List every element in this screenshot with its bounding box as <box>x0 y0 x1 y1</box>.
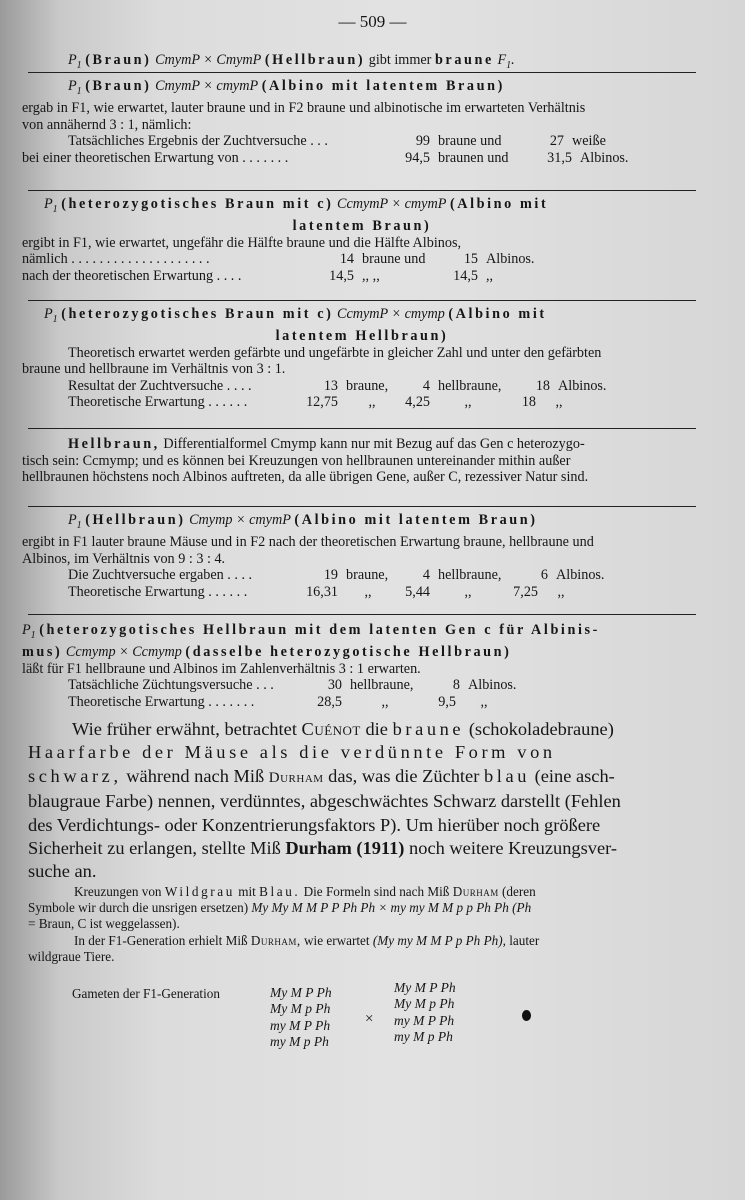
result-row: Tatsächliches Ergebnis der Zuchtversuche . . . 99 braune und 27 weiße <box>68 133 606 150</box>
text: gibt immer <box>368 52 432 68</box>
cross-block-7: $P_1$ (heterozygotisches Hellbraun mit dem latenten Gen c für Albinis- mus) Ccmymp × Ccmymp (dasselbe heterozygotische Hellbraun) läßt für F1 hellbraune und Albinos im Zahlenverhältnis 3 : 1 erwarten. Tatsächliche Züchtungsversuche . . . 30 hellbraune, 8 Albinos. Theoretische Erwartung . . . . . . . 28,5 ,, 9,5 ,, <box>22 622 702 710</box>
ink-spot <box>522 1010 531 1021</box>
hellbraun-label: (Hellbraun) <box>264 52 366 68</box>
main-paragraph: Wie früher erwähnt, betrachtet Cuénot die braune (schokoladebraune) Haarfarbe der Mäuse als die verdünnte Form von schwarz, während nach Miß Durham das, was die Züchter blau (eine asch- blaugraue Farbe) nennen, verdünntes, abgeschwächtes Schwarz darstellt (Fehlen des Verdichtungs- oder Konzentrierungsfaktors P). Um hierüber noch größere Sicherheit zu erlangen, stellte Miß Durham (1911) noch weitere Kreuzungsver- suche an. <box>28 719 621 882</box>
cross-block-3: $P_1$ (heterozygotisches Braun mit c) CcmymP × cmymP (Albino mit latentem Braun) ergibt in F1, wie erwartet, ungefähr die Hälfte braune und die Hälfte Albinos, nämlich . . . . . . . . . . . . . . . . . . . . 14 braune und 15 Albinos. nach der theoretischen Erwartung . . . . 14,5 ,, ,, 14,5 ,, <box>22 196 702 284</box>
divider <box>28 300 696 301</box>
text-line: von annähernd 3 : 1, nämlich: <box>22 116 192 133</box>
formula: CmymP × cmymP <box>155 78 259 94</box>
divider <box>28 190 696 191</box>
gameten-label: Gameten der F1-Generation <box>72 986 220 1001</box>
cross-block-4: $P_1$ (heterozygotisches Braun mit c) CcmymP × cmymp (Albino mit latentem Hellbraun) Theoretisch erwartet werden gefärbte und ungefärbte in gleicher Zahl und unter den gefärbten braune und hellbraune im Verhältnis von 3 : 1. Resultat der Zuchtversuche . . . . 13 braune, 4 hellbraune, 18 Albinos. Theoretische Erwartung . . . . . . 12,75 ,, 4,25 ,, 18 ,, <box>22 306 702 411</box>
expectation-row: bei einer theoretischen Erwartung von . . . . . . . 94,5 braunen und 31,5 Albinos. <box>22 149 629 166</box>
expectation-row: nach der theoretischen Erwartung . . . . 14,5 ,, ,, 14,5 ,, <box>22 267 494 284</box>
hellbraun-paragraph: Hellbraun, Differentialformel Cmymp kann nur mit Bezug auf das Gen c heterozygo- tisch sein: Ccmymp; und es können bei Kreuzungen von hellbraunen untereinander mithin außer hellbraunen höchstens noch Albinos auftreten, da alle übrigen Gene, außer C, rezessiver Natur sind. <box>22 436 589 485</box>
text-line: ergab in F1, wie erwartet, lauter braune und in F2 braune und albinotische im erwarteten Verhältnis <box>22 100 586 117</box>
p1-symbol: $P_1$ <box>68 52 82 71</box>
f1-symbol: $F_1$. <box>497 52 515 71</box>
divider <box>28 506 696 507</box>
result-row: Tatsächliche Züchtungsversuche . . . 30 hellbraune, 8 Albinos. <box>68 677 517 694</box>
formula: CmymP × CmymP <box>155 52 262 68</box>
result-row: nämlich . . . . . . . . . . . . . . . . . . . . 14 braune und 15 Albinos. <box>22 251 535 268</box>
divider <box>28 614 696 615</box>
cross-block-2: $P_1$ (Braun) CmymP × cmymP (Albino mit latentem Braun) ergab in F1, wie erwartet, lauter braune und in F2 braune und albinotische im erwarteten Verhältnis von annähernd 3 : 1, nämlich: Tatsächliches Ergebnis der Zuchtversuche . . . 99 braune und 27 weiße bei einer theoretischen Erwartung von . . . . . . . 94,5 braunen und 31,5 Albinos. <box>22 78 702 166</box>
expectation-row: Theoretische Erwartung . . . . . . . 28,5 ,, 9,5 ,, <box>68 693 488 710</box>
albino-label: (Albino mit latentem Braun) <box>261 78 505 94</box>
braune-label: braune <box>434 52 494 68</box>
cross-symbol: × <box>365 1011 374 1027</box>
text-line: ergibt in F1, wie erwartet, ungefähr die Hälfte braune und die Hälfte Albinos, <box>22 234 462 251</box>
braun-label: (Braun) <box>85 78 152 94</box>
crossing-paragraph: Kreuzungen von Wildgrau mit Blau. Die Formeln sind nach Miß Durham (deren Symbole wir durch die unsrigen ersetzen) My My M M P P Ph Ph × my my M M p p Ph Ph (Ph = Braun, C ist weggelassen). In der F1-Generation erhielt Miß Durham, wie erwartet (My my M M P p Ph Ph), lauter wildgraue Tiere. <box>28 884 540 964</box>
result-row: Die Zuchtversuche ergaben . . . . 19 braune, 4 hellbraune, 6 Albinos. <box>68 567 605 584</box>
divider <box>28 428 696 429</box>
gameten-left: My M P Ph My M p Ph my M P Ph my M p Ph <box>270 985 332 1049</box>
cross-block-6: $P_1$ (Hellbraun) Cmymp × cmymP (Albino mit latentem Braun) ergibt in F1 lauter braune Mäuse und in F2 nach der theoretischen Erwartung braune, hellbraune und Albinos, im Verhältnis von 9 : 3 : 4. Die Zuchtversuche ergaben . . . . 19 braune, 4 hellbraune, 6 Albinos. Theoretische Erwartung . . . . . . 16,31 ,, 5,44 ,, 7,25 ,, <box>22 512 702 600</box>
page-number: — 509 — <box>338 12 407 31</box>
expectation-row: Theoretische Erwartung . . . . . . 16,31 ,, 5,44 ,, 7,25 ,, <box>68 583 565 600</box>
expectation-row: Theoretische Erwartung . . . . . . 12,75 ,, 4,25 ,, 18 ,, <box>68 394 563 411</box>
braun-label: (Braun) <box>85 52 152 68</box>
gameten-right: My M P Ph My M p Ph my M P Ph my M p Ph <box>394 980 456 1044</box>
result-row: Resultat der Zuchtversuche . . . . 13 braune, 4 hellbraune, 18 Albinos. <box>68 377 607 394</box>
divider <box>28 72 696 73</box>
cross-line-1 <box>22 52 745 74</box>
